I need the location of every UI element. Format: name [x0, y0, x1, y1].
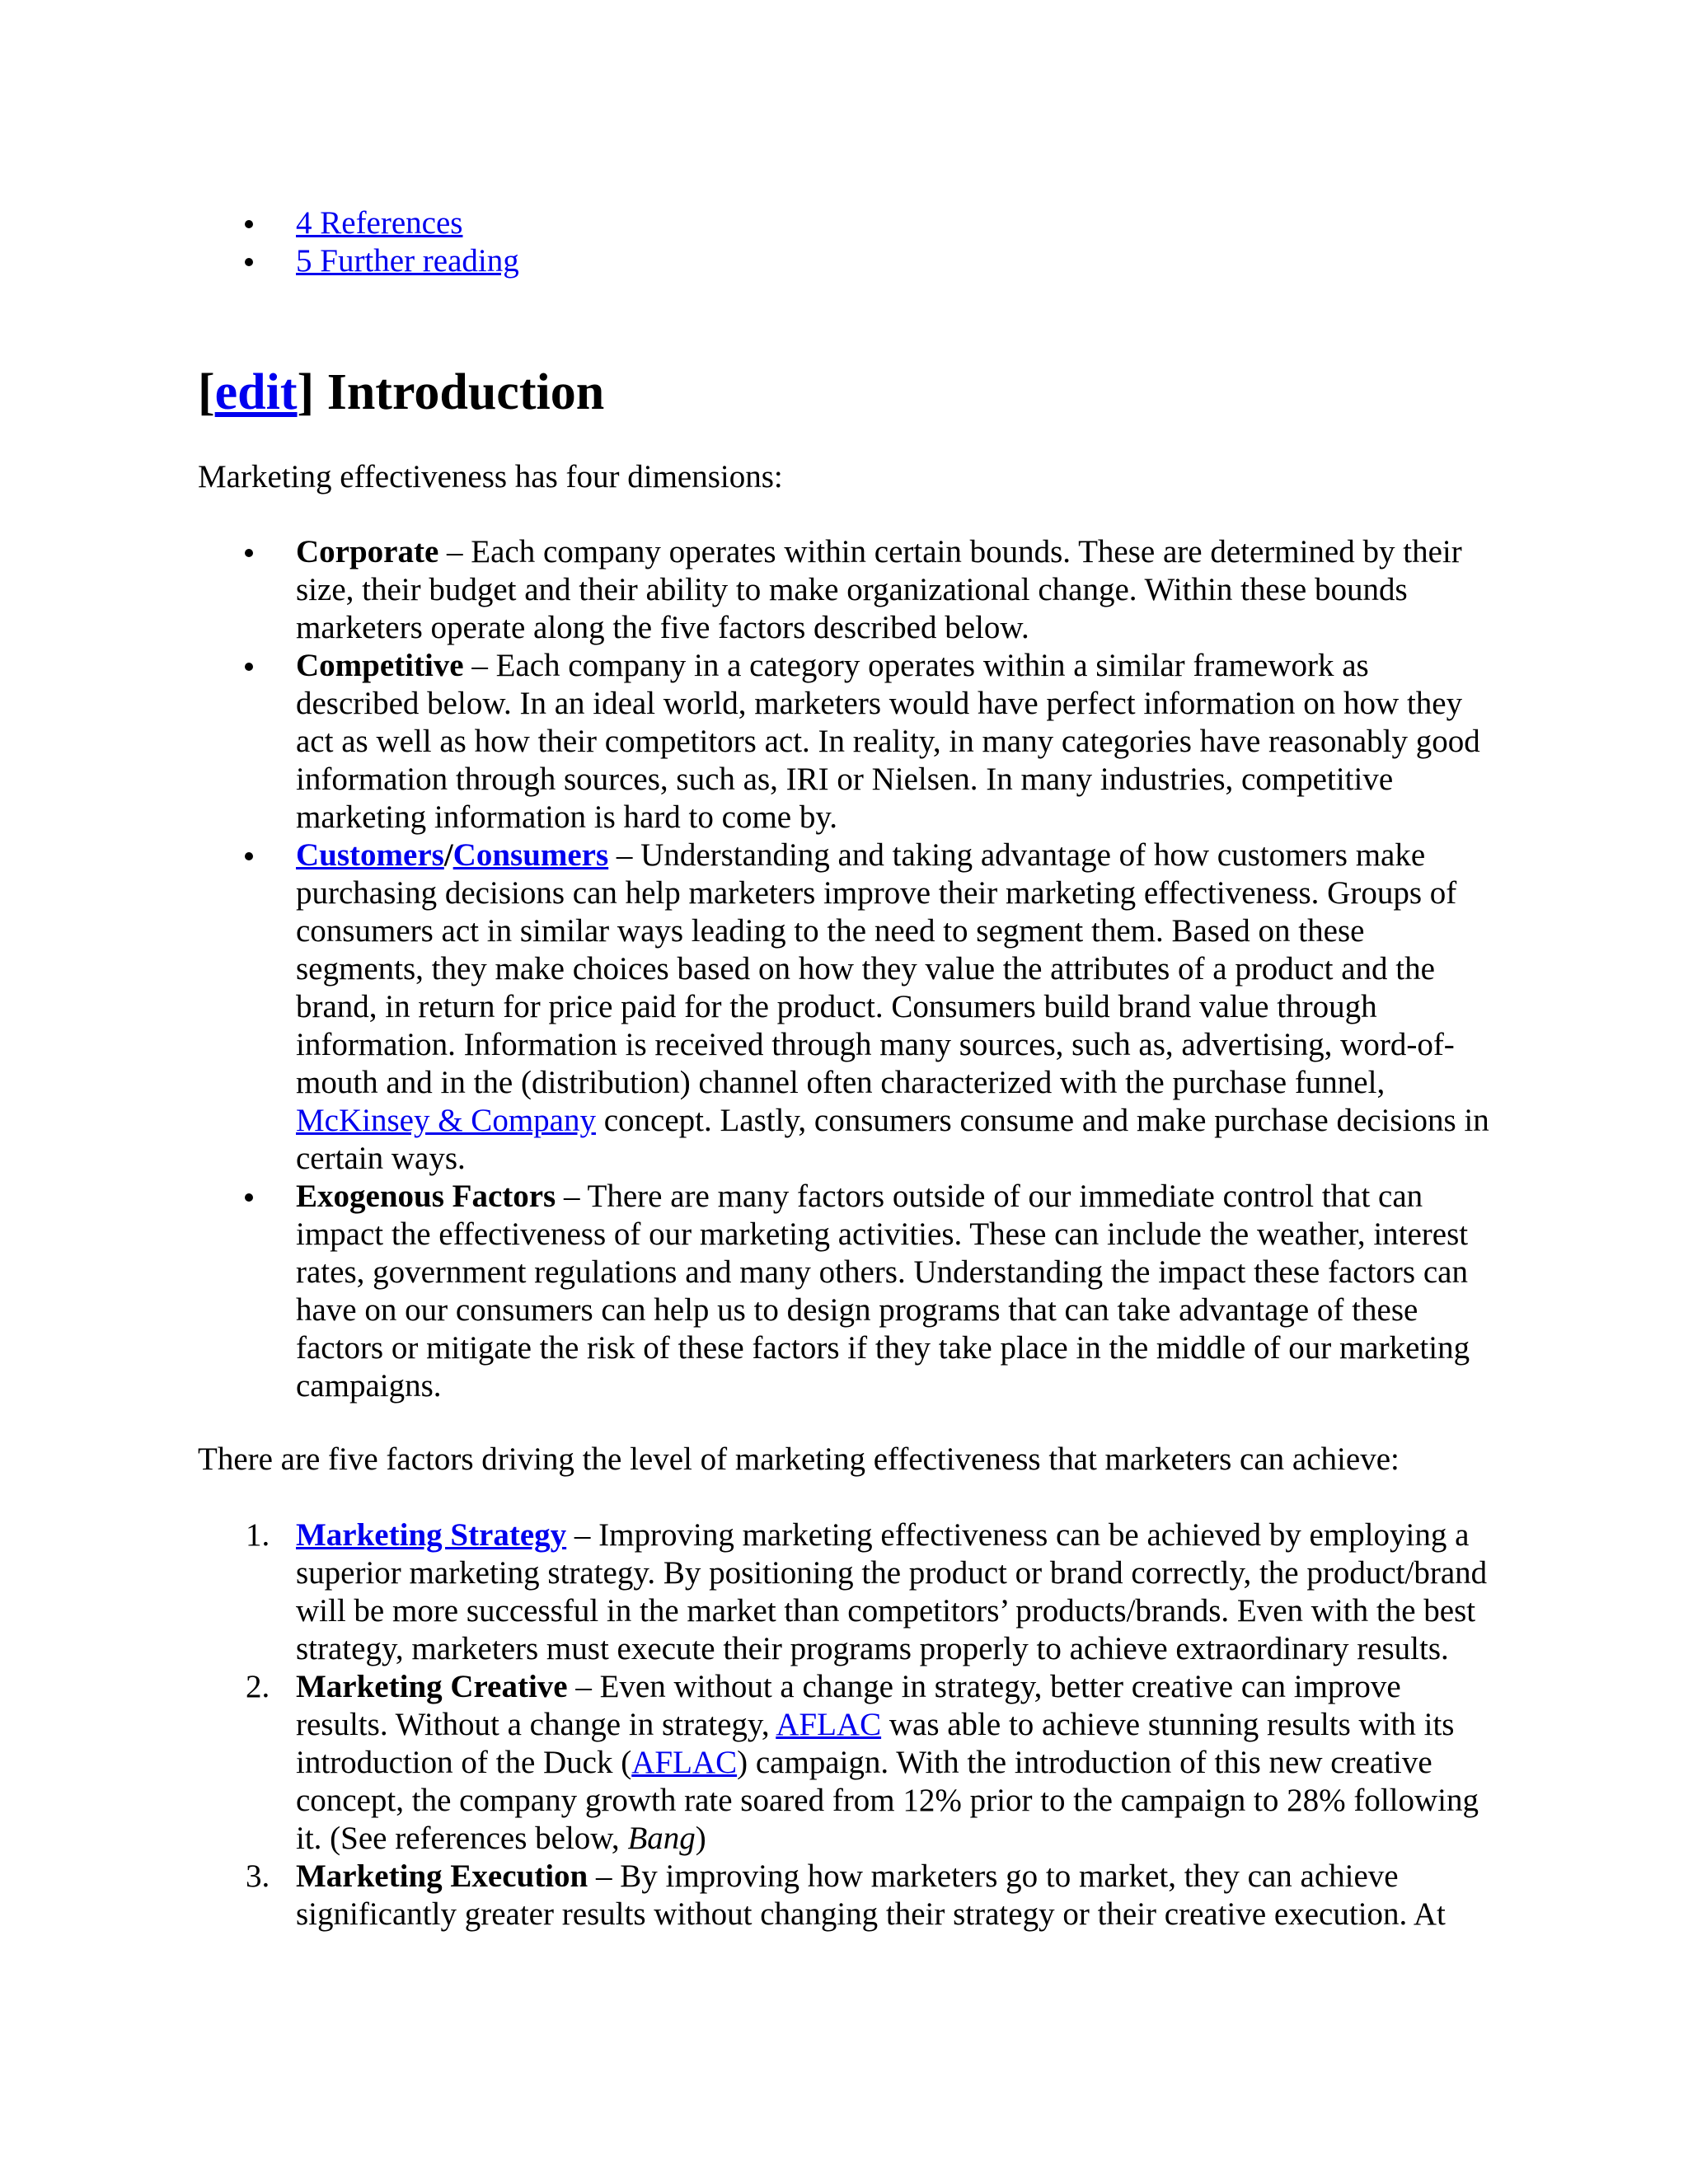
text-corporate: – Each company operates within certain bounds. These are determined by their size, their budget and their ability to make organizational change. Within these bounds marketers operate along the five factors described below.	[296, 534, 1462, 645]
factor-number-2: 2.	[246, 1669, 270, 1704]
dimensions-list	[198, 533, 1490, 1405]
factor-number-3: 3.	[246, 1858, 270, 1894]
text-creative-a: – Even without a change in strategy, better creative can improve results. Without a change in strategy,	[296, 1669, 1401, 1742]
term-exogenous: Exogenous Factors	[296, 1179, 556, 1214]
text-creative-d: )	[695, 1821, 706, 1856]
table-of-contents	[198, 204, 519, 280]
term-creative: Marketing Creative	[296, 1669, 568, 1704]
link-consumers[interactable]: Consumers	[452, 837, 609, 873]
link-aflac-2[interactable]: AFLAC	[631, 1745, 738, 1780]
dimension-corporate	[198, 533, 1490, 647]
text-creative-c: ) campaign. With the introduction of this new creative concept, the company growth rate soared from 12% prior to the campaign to 28% following it. (See references below,	[296, 1745, 1479, 1856]
link-mckinsey[interactable]: McKinsey & Company	[296, 1103, 596, 1138]
dimension-customers	[198, 837, 1490, 1178]
factor-strategy	[198, 1516, 1490, 1668]
dimension-competitive	[198, 647, 1490, 837]
link-marketing-strategy[interactable]: Marketing Strategy	[296, 1517, 567, 1553]
factor-creative	[198, 1668, 1490, 1858]
text-competitive: – Each company in a category operates within a similar framework as described below. In an ideal world, marketers would have perfect information on how they act as well as how their competitors act. In reality, in many categories have reasonably good information through sources, such as, IRI or Nielsen. In many industries, competitive marketing information is hard to come by.	[296, 648, 1480, 835]
intro-paragraph: Marketing effectiveness has four dimensions:	[198, 459, 783, 494]
term-execution: Marketing Execution	[296, 1858, 588, 1894]
factors-list	[198, 1516, 1490, 1933]
heading-bracket-close: ]	[297, 364, 315, 420]
text-creative-b: was able to achieve stunning results with its introduction of the Duck (	[296, 1707, 1455, 1780]
italic-bang: Bang	[627, 1821, 696, 1856]
text-customers-a: – Understanding and taking advantage of how customers make purchasing decisions can help marketers improve their marketing effectiveness. Groups of consumers act in similar ways leading to the need to segment them. Based on these segments, they make choices based on how they value the attributes of a product and the brand, in return for price paid for the product. Consumers build brand value through information. Information is received through many sources, such as, advertising, word-of-mouth and in the (distribution) channel often characterized with the purchase funnel,	[296, 837, 1457, 1100]
link-aflac-1[interactable]: AFLAC	[776, 1707, 882, 1742]
edit-link[interactable]: edit	[214, 364, 298, 420]
dimension-exogenous	[198, 1178, 1490, 1405]
heading-title: Introduction	[314, 364, 605, 420]
term-competitive: Competitive	[296, 648, 464, 683]
heading-bracket-open: [	[198, 364, 215, 420]
term-corporate: Corporate	[296, 534, 439, 569]
text-exogenous: – There are many factors outside of our immediate control that can impact the effectiveness of our marketing activities. These can include the weather, interest rates, government regulations and many others. Understanding the impact these factors can have on our consumers can help us to design programs that can take advantage of these factors or mitigate the risk of these factors if they take place in the middle of our marketing campaigns.	[296, 1179, 1470, 1404]
text-execution: – By improving how marketers go to market, they can achieve significantly greater results without changing their strategy or their creative execution. At	[296, 1858, 1446, 1932]
factors-intro-paragraph: There are five factors driving the level of marketing effectiveness that marketers can achieve:	[198, 1441, 1400, 1477]
term-slash: /	[443, 837, 453, 873]
text-strategy: – Improving marketing effectiveness can be achieved by employing a superior marketing strategy. By positioning the product or brand correctly, the product/brand will be more successful in the market than competitors’ products/brands. Even with the best strategy, marketers must execute their programs properly to achieve extraordinary results.	[296, 1517, 1488, 1666]
link-customers[interactable]: Customers	[296, 837, 444, 873]
toc-link-references[interactable]: 4 References	[296, 205, 463, 241]
factor-execution	[198, 1858, 1490, 1933]
toc-item-references	[198, 204, 519, 242]
text-customers-b: concept. Lastly, consumers consume and make purchase decisions in certain ways.	[296, 1103, 1489, 1176]
toc-item-further-reading	[198, 242, 519, 280]
factor-number-1: 1.	[246, 1517, 270, 1553]
toc-link-further-reading[interactable]: 5 Further reading	[296, 243, 519, 279]
section-heading-introduction	[198, 363, 604, 422]
